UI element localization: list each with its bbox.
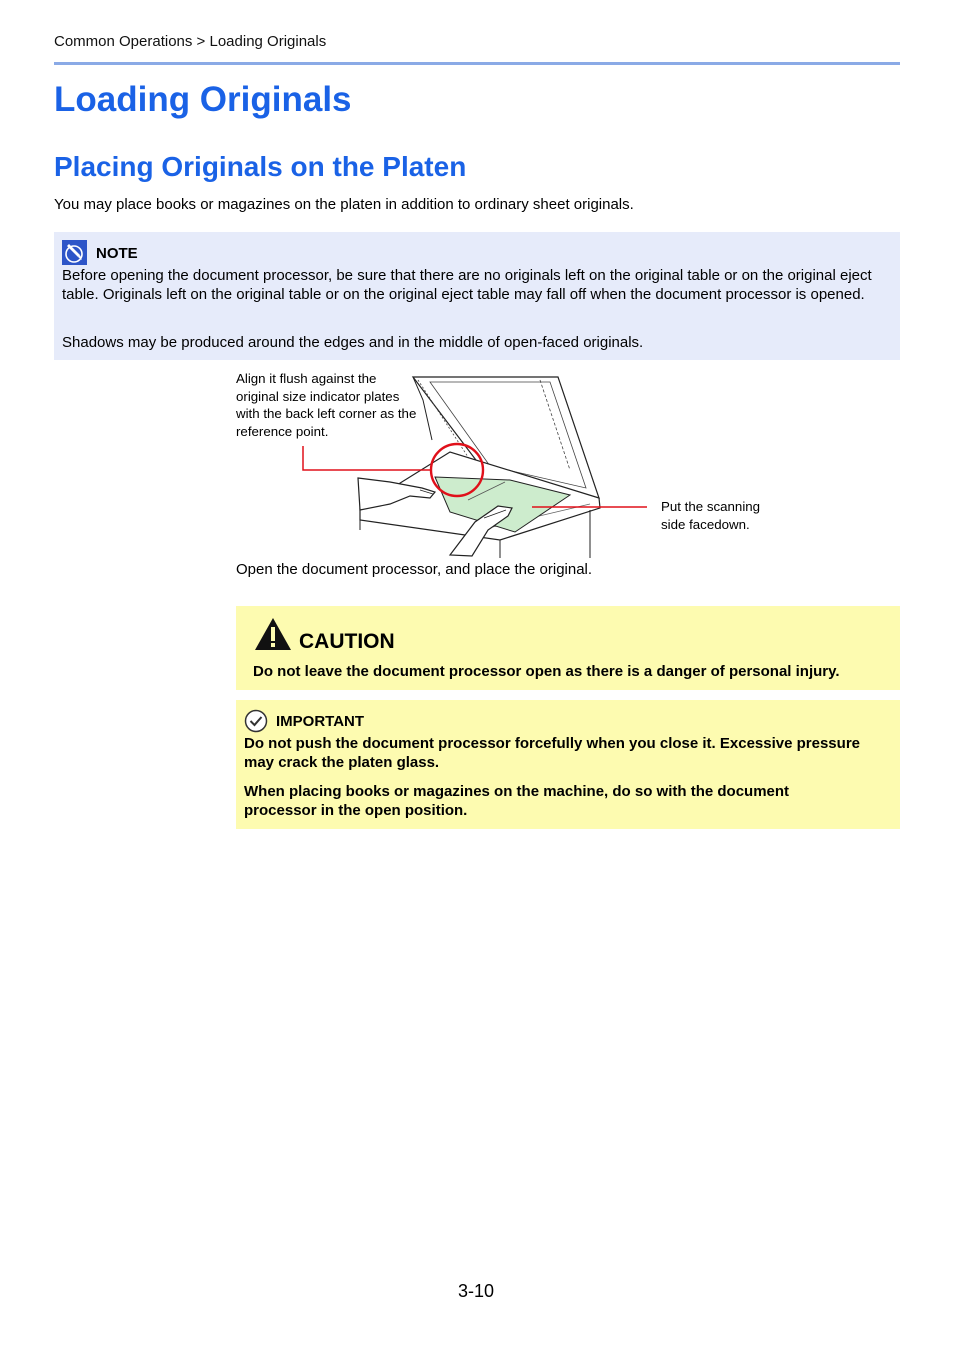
important-paragraph: When placing books or magazines on the machine, do so with the document processor in the open position. (244, 783, 790, 819)
page-number: 3-10 (458, 1281, 495, 1301)
section-intro: You may place books or magazines on the platen in addition to ordinary sheet originals. (54, 196, 634, 213)
note-paragraph: Shadows may be produced around the edges and in the middle of open-faced originals. (62, 334, 644, 351)
important-box (236, 700, 900, 829)
important-label: IMPORTANT (276, 713, 365, 730)
figure-callout-left: Align it flush against the original size indicator plates with the back left corner as the reference point. (236, 371, 417, 440)
section-title: Placing Originals on the Platen (54, 151, 467, 182)
note-label: NOTE (96, 245, 138, 262)
platen-illustration (300, 370, 660, 565)
caution-text: Do not leave the document processor open as there is a danger of personal injury. (253, 663, 840, 680)
note-pencil-icon (62, 240, 87, 265)
header-rule (54, 62, 900, 65)
caution-box (236, 606, 900, 690)
important-paragraph: Do not push the document processor forcefully when you close it. Excessive pressure may crack the platen glass. (244, 735, 860, 771)
note-paragraph: Before opening the document processor, be sure that there are no originals left on the original table or on the original eject table. Originals left on the original table or on the original eject table may fall off when the document processor is opened. (62, 267, 872, 303)
note-box (54, 232, 900, 360)
page-title: Loading Originals (54, 80, 352, 119)
warning-triangle-icon (253, 616, 293, 657)
figure-callout-right: Put the scanning side facedown. (661, 499, 761, 532)
breadcrumb: Common Operations > Loading Originals (54, 33, 327, 50)
figure-caption: Open the document processor, and place the original. (236, 561, 593, 578)
caution-label: CAUTION (299, 630, 395, 653)
